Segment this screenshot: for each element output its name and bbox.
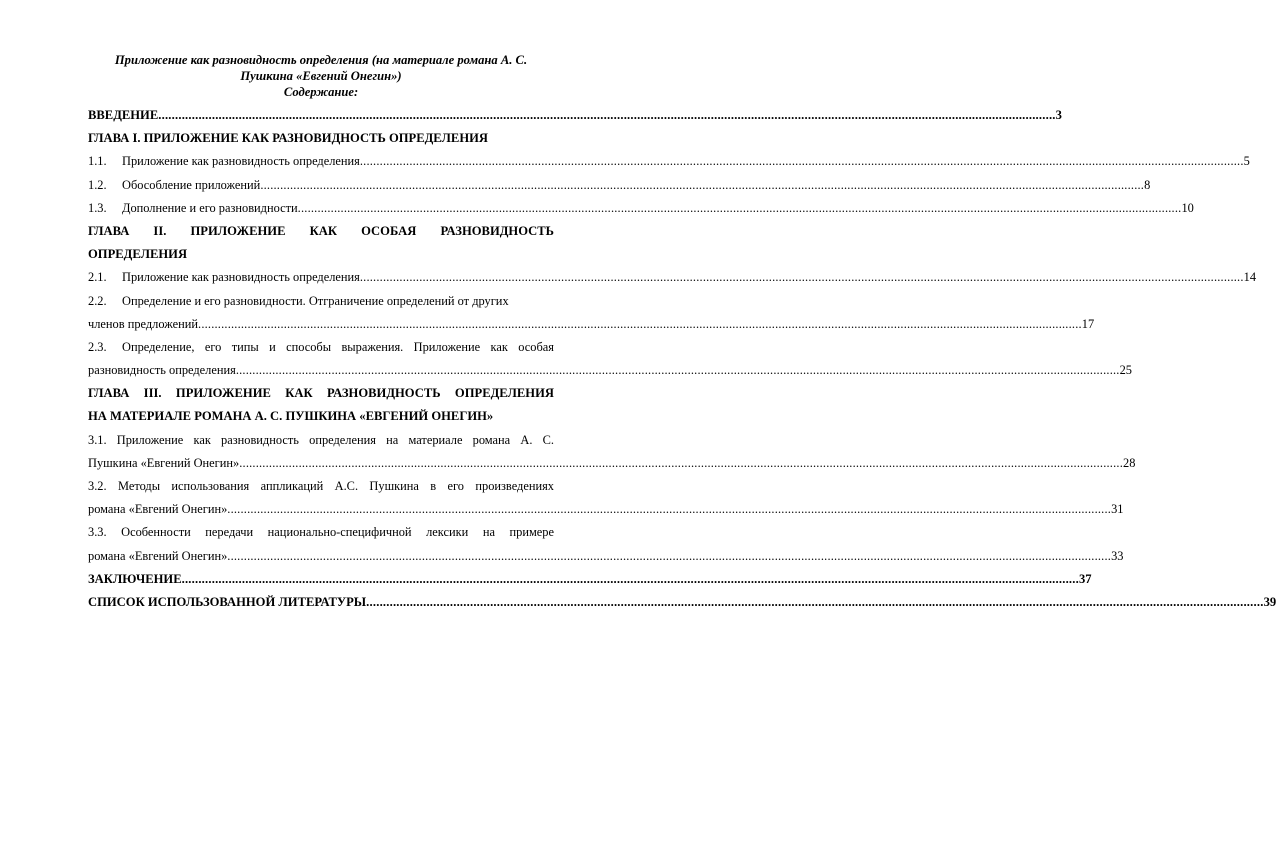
- toc-entry-bibliography[interactable]: [88, 591, 1276, 614]
- dot-leader: [227, 545, 1111, 568]
- toc-entry-label: Определение и его разновидности. Отграничение определений от других: [122, 293, 509, 308]
- dot-leader: [360, 266, 1244, 289]
- toc-page-number: 37: [1078, 571, 1092, 586]
- toc-entry-label: Определение, его типы и способы выражения. Приложение как особая: [122, 339, 554, 354]
- toc-word: ОСОБАЯ: [361, 223, 417, 238]
- toc-entry-2-3-line-2[interactable]: [88, 359, 1132, 382]
- toc-entry-3-3-line-2[interactable]: [88, 545, 1124, 568]
- toc-chapter-label: НА МАТЕРИАЛЕ РОМАНА А. С. ПУШКИНА «ЕВГЕНИЙ ОНЕГИН»: [88, 409, 494, 424]
- toc-entry-3-1-line-2[interactable]: [88, 452, 1136, 475]
- toc-page-number: 17: [1081, 316, 1095, 331]
- toc-word: ПРИЛОЖЕНИЕ: [190, 223, 286, 238]
- toc-entry-label: Обособление приложений: [122, 177, 261, 192]
- dot-leader: [158, 104, 1055, 127]
- toc-entry-2-2-line-1[interactable]: [88, 290, 554, 313]
- toc-chapter-2-line-2[interactable]: [88, 243, 554, 266]
- toc-page-number: 33: [1111, 548, 1124, 563]
- toc-entry-label: 3.3. Особенности передачи национально-специфичной лексики на примере: [88, 525, 554, 540]
- toc-page-number: 14: [1243, 270, 1257, 285]
- toc-entry-label: Пушкина «Евгений Онегин»: [88, 455, 240, 470]
- toc-entry-1-3[interactable]: [88, 197, 1194, 220]
- dot-leader: [360, 150, 1244, 173]
- dot-leader: [198, 313, 1082, 336]
- toc-entry-number: 1.3.: [88, 200, 107, 215]
- toc-word: II.: [153, 223, 167, 238]
- toc-chapter-1[interactable]: [88, 127, 554, 150]
- toc-entry-label: 3.1. Приложение как разновидность определения на материале романа А. С.: [88, 432, 554, 447]
- toc-entry-label: ЗАКЛЮЧЕНИЕ: [88, 571, 182, 586]
- toc-page-number: 25: [1119, 363, 1132, 378]
- toc-entry-number: 2.2.: [88, 293, 107, 308]
- toc-entry-3-2-line-2[interactable]: [88, 498, 1124, 521]
- toc-chapter-label: ГЛАВА III. ПРИЛОЖЕНИЕ КАК РАЗНОВИДНОСТЬ ОПРЕДЕЛЕНИЯ: [88, 386, 554, 401]
- toc-chapter-label: ГЛАВА I. ПРИЛОЖЕНИЕ КАК РАЗНОВИДНОСТЬ ОПРЕДЕЛЕНИЯ: [88, 131, 489, 146]
- toc-page-number: 31: [1111, 502, 1124, 517]
- toc-chapter-2-line-1[interactable]: [88, 220, 554, 243]
- table-of-contents: [88, 104, 1276, 614]
- toc-entry-2-2-line-2[interactable]: [88, 313, 1095, 336]
- toc-page-number: 5: [1243, 154, 1250, 169]
- toc-chapter-3-line-2[interactable]: [88, 405, 554, 428]
- toc-page-number: 28: [1123, 455, 1136, 470]
- toc-entry-1-1[interactable]: [88, 150, 1250, 173]
- toc-page-number: 8: [1144, 177, 1151, 192]
- toc-entry-intro[interactable]: [88, 104, 1062, 127]
- toc-entry-label: романа «Евгений Онегин»: [88, 548, 228, 563]
- toc-entry-2-3-line-1[interactable]: [88, 336, 554, 359]
- toc-entry-label: 3.2. Методы использования аппликаций А.С. Пушкина в его произведениях: [88, 479, 554, 493]
- toc-entry-label: членов предложений: [88, 316, 199, 331]
- toc-page-number: 3: [1055, 108, 1062, 122]
- toc-entry-3-3-line-1[interactable]: [88, 521, 554, 544]
- toc-chapter-3-line-1[interactable]: [88, 382, 554, 405]
- toc-entry-2-1[interactable]: [88, 266, 1257, 289]
- toc-word: РАЗНОВИДНОСТЬ: [440, 223, 554, 238]
- toc-word: ГЛАВА: [88, 223, 130, 238]
- toc-entry-number: 2.3.: [88, 339, 107, 354]
- toc-entry-3-2-line-1[interactable]: [88, 475, 554, 498]
- toc-entry-label: ВВЕДЕНИЕ: [88, 108, 159, 122]
- document-title: Приложение как разновидность определения (на материале романа А. С. Пушкина «Евгений Онегин»): [114, 53, 528, 83]
- dot-leader: [298, 197, 1182, 220]
- toc-entry-3-1-line-1[interactable]: [88, 429, 554, 452]
- toc-page-number: 10: [1181, 200, 1194, 215]
- toc-entry-number: 2.1.: [88, 270, 107, 285]
- toc-entry-label: романа «Евгений Онегин»: [88, 502, 228, 517]
- toc-entry-number: 1.1.: [88, 154, 107, 169]
- dot-leader: [182, 568, 1079, 591]
- toc-entry-label: Дополнение и его разновидности: [122, 200, 298, 215]
- toc-word: КАК: [309, 223, 337, 238]
- toc-heading: Содержание:: [283, 85, 359, 99]
- toc-entry-label: Приложение как разновидность определения: [122, 154, 360, 169]
- toc-entry-number: 1.2.: [88, 177, 107, 192]
- dot-leader: [366, 591, 1263, 614]
- toc-entry-label: СПИСОК ИСПОЛЬЗОВАННОЙ ЛИТЕРАТУРЫ: [88, 594, 367, 609]
- toc-entry-1-2[interactable]: [88, 174, 1151, 197]
- dot-leader: [227, 498, 1111, 521]
- toc-entry-label: Приложение как разновидность определения: [122, 270, 360, 285]
- toc-entry-label: разновидность определения: [88, 363, 236, 378]
- document-page: [88, 52, 1276, 614]
- dot-leader: [260, 174, 1144, 197]
- toc-entry-conclusion[interactable]: [88, 568, 1092, 591]
- toc-chapter-label: ОПРЕДЕЛЕНИЯ: [88, 247, 188, 262]
- dot-leader: [239, 452, 1123, 475]
- dot-leader: [236, 359, 1120, 382]
- toc-page-number: 39: [1263, 594, 1276, 609]
